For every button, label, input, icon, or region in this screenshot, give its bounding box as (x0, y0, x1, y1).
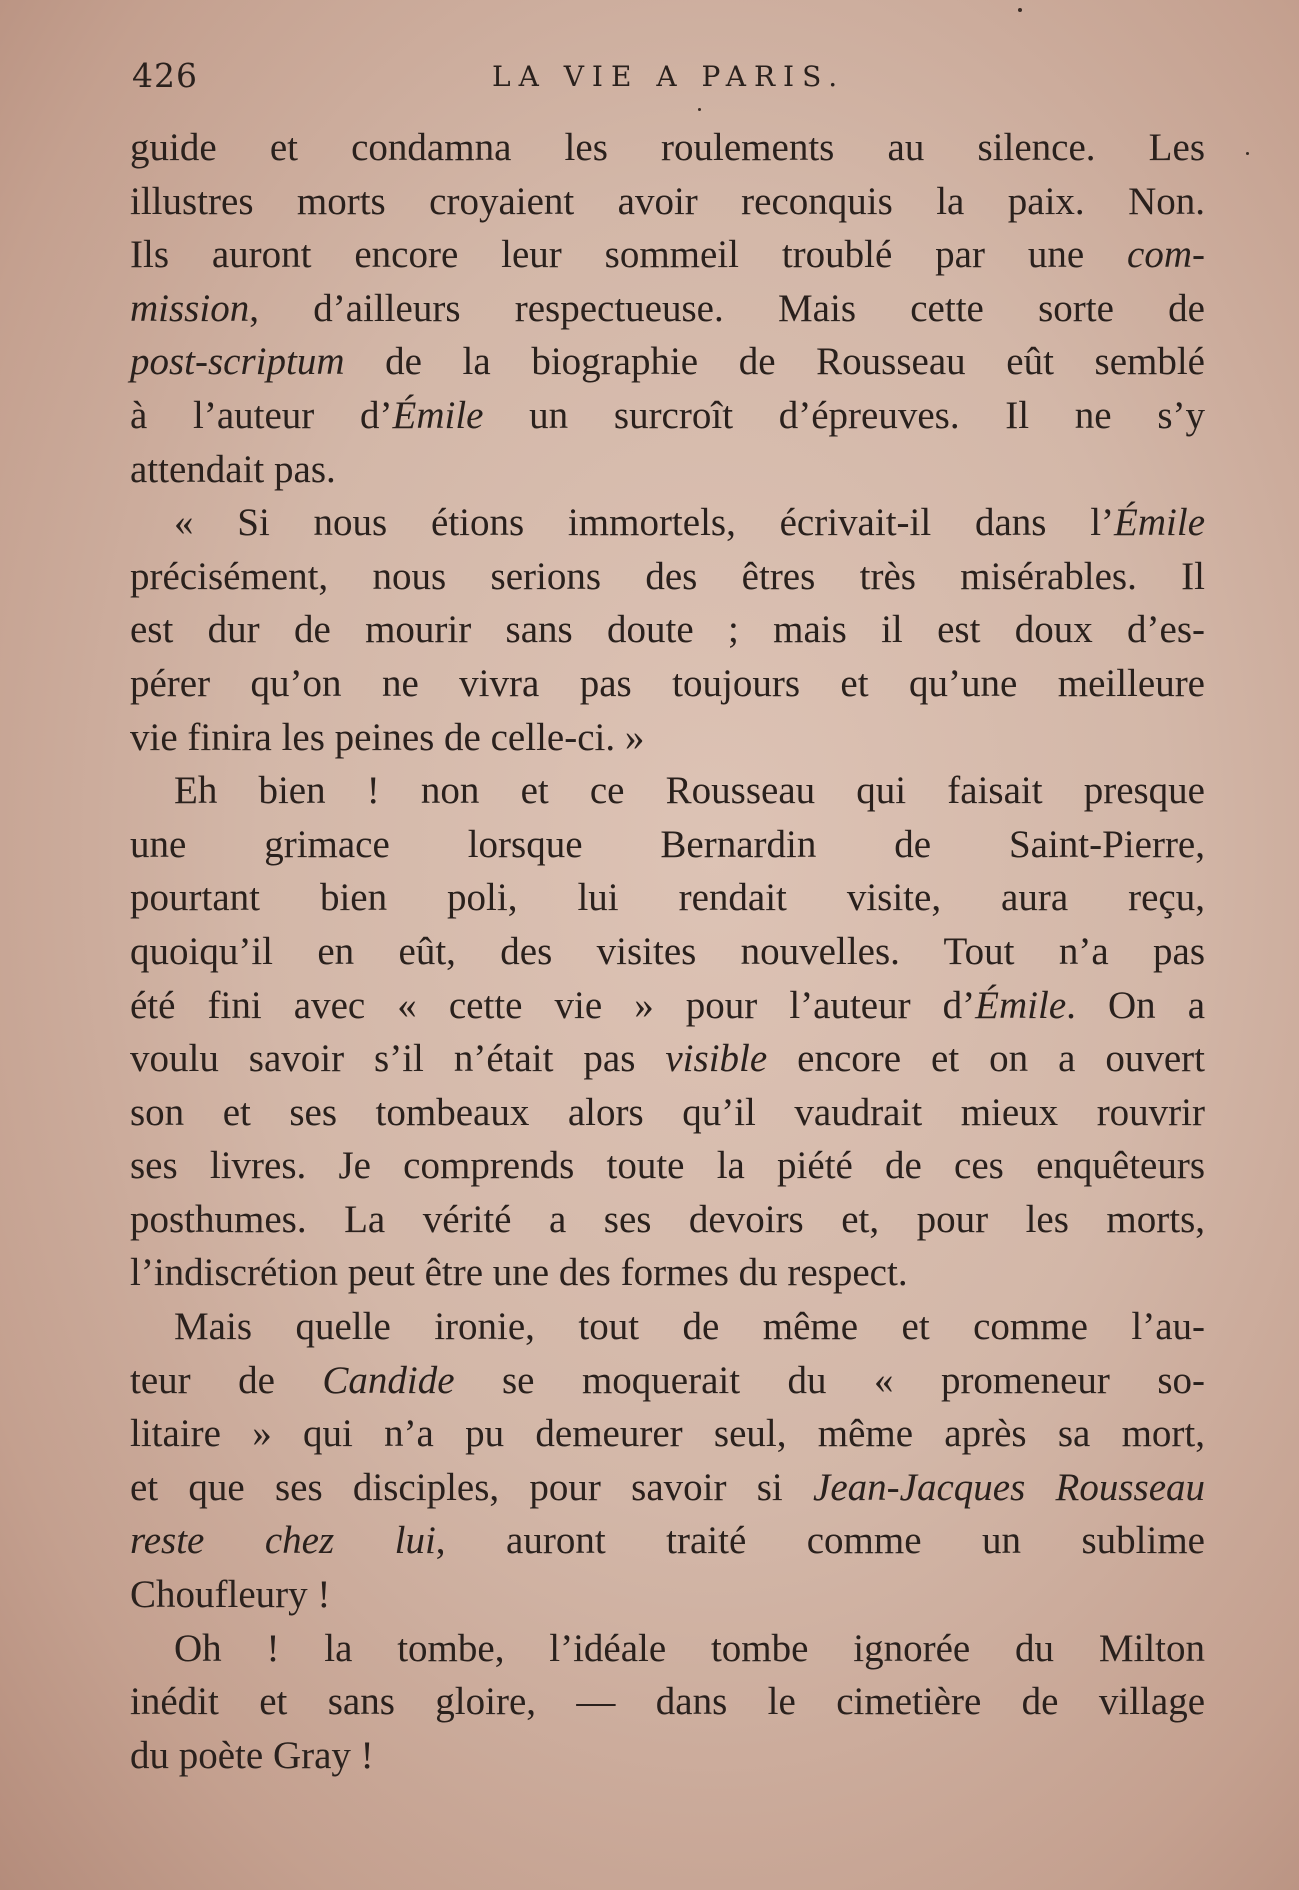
text-segment: litaire » qui n’a pu demeurer seul, même après sa mort, (130, 1412, 1205, 1456)
text-line (130, 228, 1205, 282)
page-header (132, 56, 1202, 100)
text-line (130, 1675, 1205, 1729)
text-segment: Mais quelle ironie, tout de même et comme l’au- (174, 1305, 1205, 1349)
text-segment: vie finira les peines de celle-ci. » (130, 715, 645, 759)
text-line (130, 925, 1205, 979)
text-segment: Eh bien ! non et ce Rousseau qui faisait presque (174, 769, 1205, 813)
body-text (130, 121, 1205, 1782)
text-segment: son et ses tombeaux alors qu’il vaudrait mieux rouvrir (130, 1090, 1205, 1134)
text-segment: . On a (1066, 983, 1206, 1027)
text-line (130, 711, 1205, 765)
text-line (130, 1032, 1205, 1086)
text-segment: « Si nous étions immortels, écrivait-il dans l’ (174, 501, 1115, 545)
text-segment: attendait pas. (130, 447, 336, 491)
text-line (130, 1086, 1205, 1140)
text-segment: Choufleury ! (130, 1573, 331, 1617)
text-line (130, 1407, 1205, 1461)
text-segment: du poète Gray ! (130, 1733, 374, 1777)
text-line (130, 1729, 1205, 1783)
text-line (130, 979, 1205, 1033)
text-segment: encore et on a ouvert (767, 1037, 1205, 1081)
text-segment: une grimace lorsque Bernardin de Saint-Pierre, (130, 822, 1205, 866)
italic-text: post-scriptum (130, 340, 345, 384)
text-line (130, 871, 1205, 925)
italic-text: reste chez lui (130, 1519, 436, 1563)
text-line (130, 1568, 1205, 1622)
text-line (130, 496, 1205, 550)
page-number: 426 (132, 56, 198, 95)
italic-text: mission (130, 286, 250, 330)
text-line (130, 1246, 1205, 1300)
text-segment: été fini avec « cette vie » pour l’auteur d’ (130, 983, 976, 1027)
text-segment: précisément, nous serions des êtres très misérables. Il (130, 554, 1205, 598)
text-line (130, 764, 1205, 818)
italic-text: visible (665, 1037, 768, 1081)
italic-text: Jean-Jacques Rousseau (813, 1465, 1205, 1509)
text-segment: posthumes. La vérité a ses devoirs et, pour les morts, (130, 1197, 1205, 1241)
text-segment: est dur de mourir sans doute ; mais il est doux d’es- (130, 608, 1205, 652)
text-segment: pourtant bien poli, lui rendait visite, aura reçu, (130, 876, 1205, 920)
text-segment: ses livres. Je comprends toute la piété de ces enquêteurs (130, 1144, 1205, 1188)
text-segment: à l’auteur d’ (130, 393, 393, 437)
italic-text: Émile (1114, 501, 1205, 545)
text-line (130, 603, 1205, 657)
text-line (130, 443, 1205, 497)
text-segment: Ils auront encore leur sommeil troublé par une (130, 233, 1128, 277)
text-segment: inédit et sans gloire, — dans le cimetière de village (130, 1680, 1205, 1724)
ink-speck (698, 108, 701, 111)
text-segment: l’indiscrétion peut être une des formes du respect. (130, 1251, 908, 1295)
running-title: LA VIE A PARIS. (492, 60, 846, 93)
ink-speck (1018, 8, 1022, 12)
text-segment: et que ses disciples, pour savoir si (130, 1465, 814, 1509)
text-line (130, 818, 1205, 872)
text-segment: guide et condamna les roulements au silence. Les (130, 126, 1205, 169)
text-line (130, 335, 1205, 389)
text-segment: pérer qu’on ne vivra pas toujours et qu’une meilleure (130, 661, 1205, 705)
text-line (130, 657, 1205, 711)
text-line (130, 1139, 1205, 1193)
text-line (130, 282, 1205, 336)
text-segment: Oh ! la tombe, l’idéale tombe ignorée du Milton (174, 1626, 1205, 1670)
italic-text: com- (1127, 233, 1205, 277)
text-segment: , d’ailleurs respectueuse. Mais cette sorte de (249, 286, 1205, 330)
text-line (130, 1461, 1205, 1515)
text-line (130, 1514, 1205, 1568)
text-line (130, 389, 1205, 443)
text-line (130, 1193, 1205, 1247)
text-line (130, 175, 1205, 229)
text-line (130, 1622, 1205, 1676)
italic-text: Candide (322, 1358, 455, 1402)
italic-text: Émile (392, 393, 484, 437)
text-segment: de la biographie de Rousseau eût semblé (344, 340, 1205, 384)
text-segment: illustres morts croyaient avoir reconquis la paix. Non. (130, 179, 1205, 223)
text-segment: se moquerait du « promeneur so- (454, 1358, 1205, 1402)
text-segment: quoiqu’il en eût, des visites nouvelles. Tout n’a pas (130, 929, 1205, 973)
text-line (130, 121, 1205, 175)
italic-text: Émile (975, 983, 1067, 1027)
text-line (130, 1354, 1205, 1408)
text-segment: , auront traité comme un sublime (435, 1519, 1205, 1563)
text-segment: teur de (130, 1358, 323, 1402)
text-line (130, 550, 1205, 604)
ink-speck (1246, 152, 1249, 155)
text-line (130, 1300, 1205, 1354)
text-segment: voulu savoir s’il n’était pas (130, 1037, 666, 1081)
text-segment: un surcroît d’épreuves. Il ne s’y (483, 393, 1205, 437)
